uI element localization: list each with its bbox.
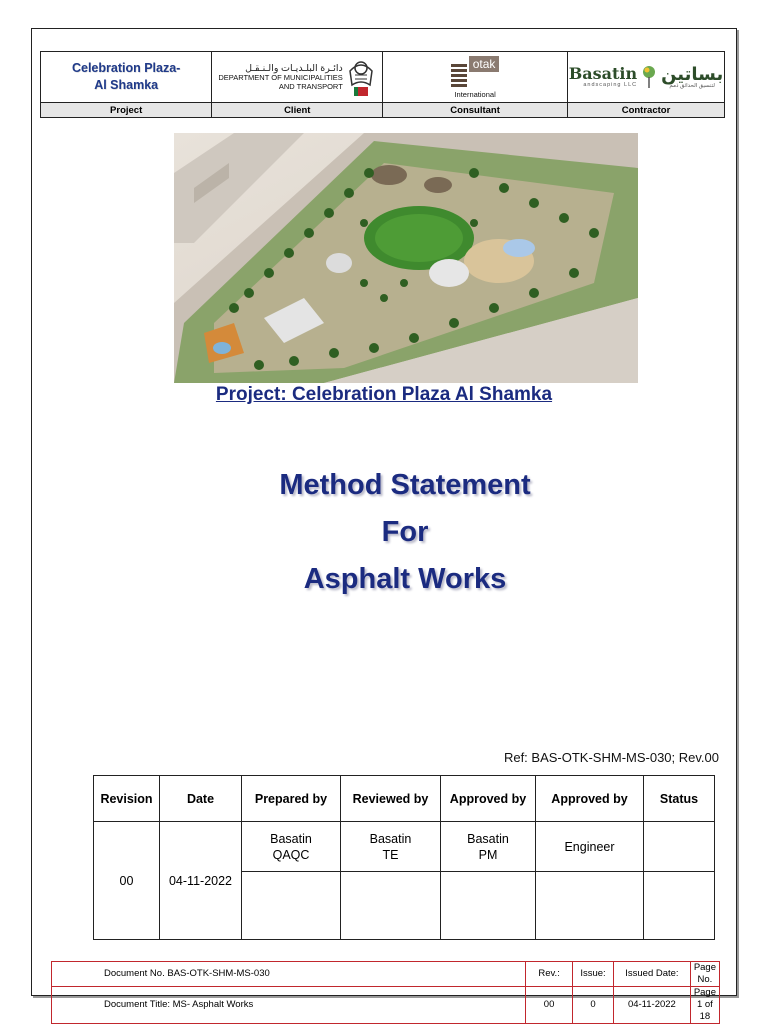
header-reviewed-by: Reviewed by: [341, 776, 441, 822]
otak-bars-icon: [451, 64, 467, 87]
client-cell: [212, 52, 383, 103]
project-name-line1: Celebration Plaza-: [71, 61, 181, 75]
footer-table: [51, 961, 720, 1024]
title-line1: Method Statement: [279, 469, 531, 501]
reference-number: Ref: BAS-OTK-SHM-MS-030; Rev.00: [503, 750, 719, 765]
header-status: Status: [644, 776, 715, 822]
reviewed-by-value: Basatin TE: [341, 822, 441, 872]
signature-status: [644, 872, 715, 940]
client-name-arabic: دائـرة البلـديـات والـنـقـل: [245, 62, 343, 74]
contractor-name: Basatin: [568, 64, 638, 83]
footer-issued-date-label: Issued Date:: [614, 962, 691, 987]
footer-issue-value: 0: [573, 987, 614, 1024]
signature-prepared-by: [242, 872, 341, 940]
footer-document-number: Document No. BAS-OTK-SHM-MS-030: [52, 962, 526, 987]
tree-icon: [641, 64, 657, 90]
footer-rev-value: 00: [526, 987, 573, 1024]
document-title: [0, 462, 768, 603]
label-client: Client: [212, 103, 383, 118]
approved-by-1-value: Basatin PM: [441, 822, 536, 872]
contractor-subtitle: andscaping LLC: [583, 82, 638, 88]
header-revision: Revision: [94, 776, 160, 822]
revision-value: 00: [94, 822, 160, 940]
contractor-cell: [568, 52, 725, 103]
footer-document-title: Document Title: MS- Asphalt Works: [52, 987, 526, 1024]
title-line2: For: [381, 516, 429, 548]
signature-approved-by-2: [536, 872, 644, 940]
date-value: 04-11-2022: [160, 822, 242, 940]
consultant-subtitle: International: [454, 89, 496, 99]
footer-issued-date-value: 04-11-2022: [614, 987, 691, 1024]
header-date: Date: [160, 776, 242, 822]
label-contractor: Contractor: [568, 103, 725, 118]
project-name-line2: Al Shamka: [94, 78, 159, 92]
label-consultant: Consultant: [383, 103, 568, 118]
site-rendering-image: [174, 133, 638, 383]
header-approved-by-2: Approved by: [536, 776, 644, 822]
title-line3: Asphalt Works: [303, 563, 507, 595]
footer-issue-label: Issue:: [573, 962, 614, 987]
label-project: Project: [41, 103, 212, 118]
consultant-cell: [383, 52, 568, 103]
project-cell: [41, 52, 212, 103]
footer-rev-label: Rev.:: [526, 962, 573, 987]
client-name-line1: DEPARTMENT OF MUNICIPALITIES: [218, 72, 343, 82]
footer-page-label: Page No.: [690, 962, 719, 987]
contractor-name-arabic: بساتين: [661, 64, 724, 84]
client-name-line2: AND TRANSPORT: [278, 81, 343, 91]
revision-table: [93, 775, 715, 940]
contractor-subtitle-arabic: لتنسيق الحدائق ذمم: [669, 83, 715, 89]
header-approved-by-1: Approved by: [441, 776, 536, 822]
status-value: [644, 822, 715, 872]
footer-page-value: Page 1 of 18: [690, 987, 719, 1024]
consultant-logo: otak: [469, 56, 500, 72]
approved-by-2-value: Engineer: [536, 822, 644, 872]
abu-dhabi-emblem-icon: [346, 55, 376, 99]
prepared-by-value: Basatin QAQC: [242, 822, 341, 872]
header-table: [40, 51, 725, 118]
header-prepared-by: Prepared by: [242, 776, 341, 822]
project-heading: Project: Celebration Plaza Al Shamka: [215, 384, 553, 405]
signature-reviewed-by: [341, 872, 441, 940]
signature-approved-by-1: [441, 872, 536, 940]
